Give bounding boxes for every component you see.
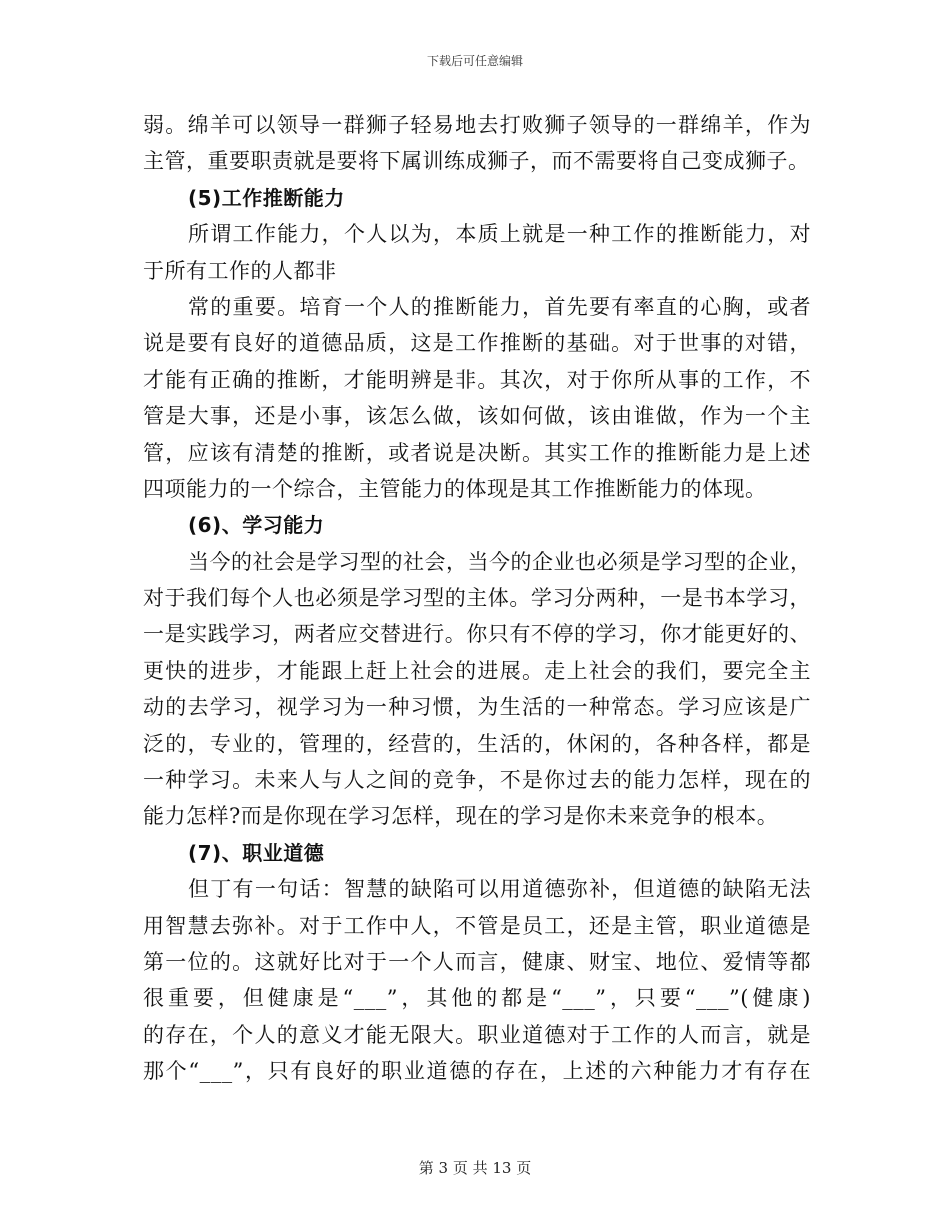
paragraph-line: 说是要有良好的道德品质，这是工作推断的基础。对于世事的对错， <box>143 331 811 356</box>
paragraph-line: 常的重要。培育一个人的推断能力，首先要有率直的心胸，或者 <box>188 294 811 319</box>
section-heading: (5)工作推断能力 <box>188 185 345 210</box>
paragraph-line: 但丁有一句话：智慧的缺陷可以用道德弥补，但道德的缺陷无法 <box>188 877 811 902</box>
paragraph-line: 管，应该有清楚的推断，或者说是决断。其实工作的推断能力是上述 <box>143 440 811 465</box>
paragraph-line: 泛的，专业的，管理的，经营的，生活的，休闲的，各种各样，都是 <box>143 731 811 756</box>
page-header: 下载后可任意编辑 <box>426 54 523 68</box>
section-heading: (7)、职业道德 <box>188 840 325 865</box>
paragraph-line: 当今的社会是学习型的社会，当今的企业也必须是学习型的企业， <box>188 549 812 574</box>
paragraph-line: 于所有工作的人都非 <box>143 258 337 283</box>
paragraph-line: 所谓工作能力，个人以为，本质上就是一种工作的推断能力，对 <box>188 222 811 247</box>
section-heading: (6)、学习能力 <box>188 513 325 538</box>
paragraph-line: 的存在，个人的意义才能无限大。职业道德对于工作的人而言，就是 <box>143 1022 811 1047</box>
paragraph-line: 能力怎样?而是你现在学习怎样，现在的学习是你未来竞争的根本。 <box>143 804 779 829</box>
page-number: 第 3 页 共 13 页 <box>418 1159 532 1177</box>
paragraph-line: 才能有正确的推断，才能明辨是非。其次，对于你所从事的工作，不 <box>143 367 811 392</box>
paragraph-line: 更快的进步，才能跟上赶上社会的进展。走上社会的我们，要完全主 <box>143 658 811 683</box>
paragraph-line: 一是实践学习，两者应交替进行。你只有不停的学习，你才能更好的、 <box>143 622 811 647</box>
paragraph-line: 很重要，但健康是“___”，其他的都是“___”，只要“___”(健康) <box>143 986 811 1011</box>
paragraph-line: 用智慧去弥补。对于工作中人，不管是员工，还是主管，职业道德是 <box>143 913 811 938</box>
paragraph-line: 对于我们每个人也必须是学习型的主体。学习分两种，一是书本学习， <box>143 586 811 611</box>
paragraph-line: 弱。绵羊可以领导一群狮子轻易地去打败狮子领导的一群绵羊，作为 <box>143 113 811 137</box>
paragraph-line: 主管，重要职责就是要将下属训练成狮子，而不需要将自己变成狮子。 <box>143 149 810 174</box>
paragraph-line: 一种学习。未来人与人之间的竞争，不是你过去的能力怎样，现在的 <box>143 768 811 793</box>
paragraph-line: 管是大事，还是小事，该怎么做，该如何做，该由谁做，作为一个主 <box>143 404 811 429</box>
paragraph-line: 那个“___”，只有良好的职业道德的存在，上述的六种能力才有存在 <box>143 1059 811 1084</box>
paragraph-line: 动的去学习，视学习为一种习惯，为生活的一种常态。学习应该是广 <box>143 695 811 720</box>
paragraph-line: 四项能力的一个综合，主管能力的体现是其工作推断能力的体现。 <box>143 476 767 501</box>
document-body <box>143 107 811 1090</box>
paragraph-line: 第一位的。这就好比对于一个人而言，健康、财宝、地位、爱情等都 <box>143 949 811 974</box>
